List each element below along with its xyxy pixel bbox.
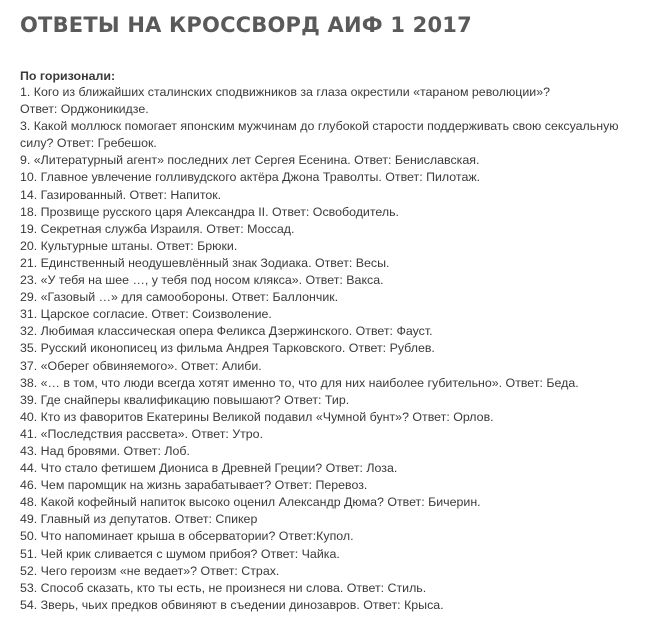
clue-line: 23. «У тебя на шее …, у тебя под носом клякса». Ответ: Вакса. [20, 273, 384, 288]
clue-line: 43. Над бровями. Ответ: Лоб. [20, 443, 190, 458]
page-title: ОТВЕТЫ НА КРОССВОРД АИФ 1 2017 [20, 13, 472, 37]
clue-line: Ответ: Орджоникидзе. [20, 102, 149, 117]
clue-line: 20. Культурные штаны. Ответ: Брюки. [20, 238, 238, 253]
clue-line: 44. Что стало фетишем Диониса в Древней Греции? Ответ: Лоза. [20, 461, 398, 476]
clue-line: 52. Чего героизм «не ведает»? Ответ: Страх. [20, 563, 280, 578]
clue-line: 1. Кого из ближайших сталинских сподвижников за глаза окрестили «тараном революции»? [20, 85, 551, 99]
clue-line: 32. Любимая классическая опера Феликса Дзержинского. Ответ: Фауст. [20, 324, 433, 339]
clue-line: 10. Главное увлечение голливудского актёра Джона Траволты. Ответ: Пилотаж. [20, 170, 481, 185]
section-heading-across: По горизонали: [20, 69, 116, 83]
clue-line: 29. «Газовый …» для самообороны. Ответ: Баллончик. [20, 290, 339, 305]
clue-line: силу? Ответ: Гребешок. [20, 136, 157, 151]
clue-line: 39. Где снайперы квалификацию повышают? Ответ: Тир. [20, 392, 350, 407]
clue-line: 38. «… в том, что люди всегда хотят именно то, что для них наиболее губительно». Ответ: Беда. [20, 375, 579, 390]
clue-line: 54. Зверь, чьих предков обвиняют в съедении динозавров. Ответ: Крыса. [20, 597, 444, 612]
clue-line: 51. Чей крик сливается с шумом прибоя? Ответ: Чайка. [20, 546, 340, 561]
clue-line: 31. Царское согласие. Ответ: Соизволение. [20, 307, 272, 322]
clue-line: 49. Главный из депутатов. Ответ: Спикер [20, 512, 258, 527]
clue-line: 14. Газированный. Ответ: Напиток. [20, 187, 222, 202]
clue-line: 40. Кто из фаворитов Екатерины Великой подавил «Чумной бунт»? Ответ: Орлов. [20, 409, 494, 424]
clue-line: 50. Что напоминает крыша в обсерватории? Ответ:Купол. [20, 529, 354, 544]
clue-line: 19. Секретная служба Израиля. Ответ: Моссад. [20, 221, 295, 236]
clue-line: 35. Русский иконописец из фильма Андрея Тарковского. Ответ: Рублев. [20, 341, 435, 356]
clue-line: 41. «Последствия рассвета». Ответ: Утро. [20, 426, 264, 441]
clue-line: 46. Чем паромщик на жизнь зарабатывает? Ответ: Перевоз. [20, 478, 368, 493]
clue-list [20, 84, 632, 614]
clue-line: 53. Способ сказать, кто ты есть, не произнеся ни слова. Ответ: Стиль. [20, 580, 427, 595]
clue-line: 18. Прозвище русского царя Александра II. Ответ: Освободитель. [20, 204, 399, 219]
clue-line: 21. Единственный неодушевлённый знак Зодиака. Ответ: Весы. [20, 255, 390, 270]
clue-line: 48. Какой кофейный напиток высоко оценил Александр Дюма? Ответ: Бичерин. [20, 495, 481, 510]
clue-line: 37. «Оберег обвиняемого». Ответ: Алиби. [20, 358, 262, 373]
clue-line: 9. «Литературный агент» последних лет Сергея Есенина. Ответ: Бениславская. [20, 153, 480, 168]
clue-line: 3. Какой моллюск помогает японским мужчинам до глубокой старости поддерживать свою сексуальную [20, 119, 619, 134]
